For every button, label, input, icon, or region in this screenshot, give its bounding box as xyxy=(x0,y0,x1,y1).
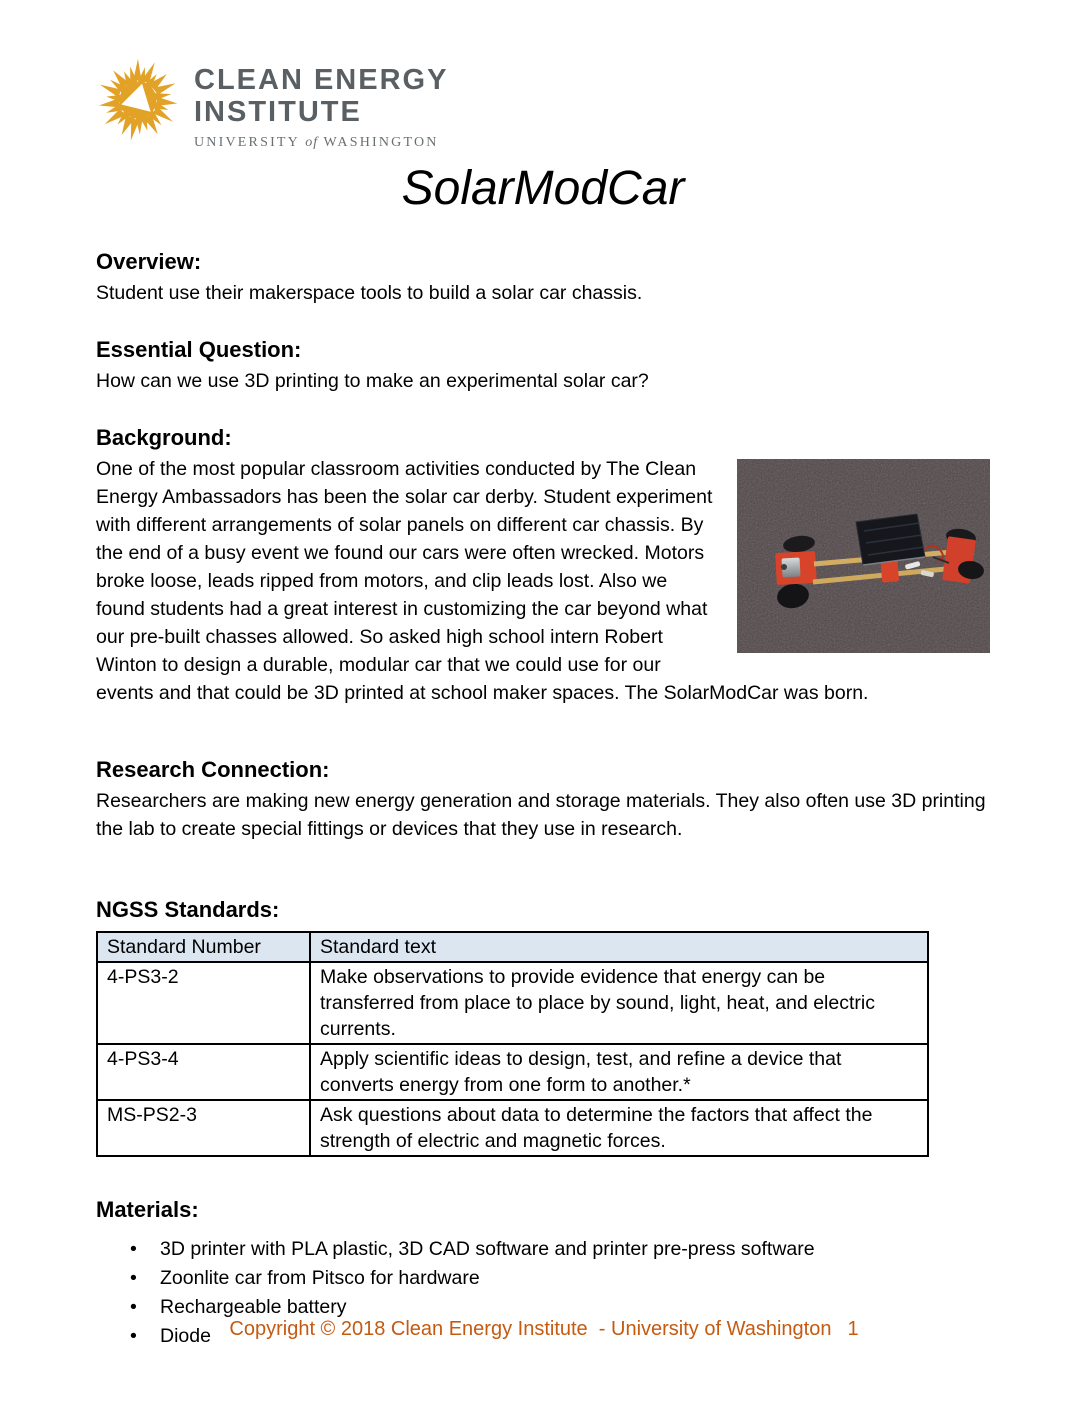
table-row xyxy=(97,962,928,1044)
logo-text xyxy=(194,58,448,151)
page-title: SolarModCar xyxy=(401,162,685,215)
footer xyxy=(0,1318,1088,1341)
logo xyxy=(96,58,990,151)
list-item: • Zoonlite car from Pitsco for hardware xyxy=(160,1264,990,1293)
list-item: • 3D printer with PLA plastic, 3D CAD software and printer pre-press software xyxy=(160,1235,990,1264)
column-header-standard-number: Standard Number xyxy=(97,932,310,962)
standard-text-cell: Ask questions about data to determine the factors that affect the strength of electric and magnetic forces. xyxy=(310,1100,928,1156)
essential-question-body: How can we use 3D printing to make an experimental solar car? xyxy=(96,370,649,392)
list-item: • Diode xyxy=(160,1322,990,1351)
logo-washington-word: WASHINGTON xyxy=(323,135,439,150)
sunburst-logo-icon xyxy=(96,58,180,142)
logo-of-word: of xyxy=(305,135,319,150)
list-item: • Rechargeable battery xyxy=(160,1293,990,1322)
copyright-text: Copyright © 2018 Clean Energy Institute - University of Washington xyxy=(229,1318,832,1340)
materials-heading: Materials: xyxy=(96,1197,199,1222)
logo-name-line2: INSTITUTE xyxy=(194,96,362,128)
background-body: One of the most popular classroom activities conducted by The Clean Energy Ambassadors has been the solar car derby. Student experiment with different arrangements of solar panels on different car chassis. By the end of a busy event we found our cars were often wrecked. Motors broke loose, leads ripped from motors, and clip leads lost. Also we found students had a great interest in customizing the car beyond what our pre-built chasses allowed. So asked high school intern Robert Winton to design a durable, modular car that we could use for our events and that could be 3D printed at school maker spaces. The SolarModCar was born. xyxy=(96,458,869,704)
research-connection-heading: Research Connection: xyxy=(96,757,330,782)
standard-text-cell: Make observations to provide evidence that energy can be transferred from place to place by sound, light, heat, and electric currents. xyxy=(310,962,928,1044)
standard-text-cell: Apply scientific ideas to design, test, and refine a device that converts energy from one form to another.* xyxy=(310,1044,928,1100)
research-connection-body: Researchers are making new energy generation and storage materials. They also often use 3D printing the lab to create special fittings or devices that they use in research. xyxy=(96,790,986,840)
table-header-row xyxy=(97,932,928,962)
logo-university-line xyxy=(194,135,448,151)
column-header-standard-text: Standard text xyxy=(310,932,928,962)
standard-number-cell: 4-PS3-4 xyxy=(97,1044,310,1100)
logo-name-line1: CLEAN ENERGY xyxy=(194,64,449,96)
ngss-standards-heading: NGSS Standards: xyxy=(96,897,280,922)
standard-number-cell: MS-PS2-3 xyxy=(97,1100,310,1156)
background-section xyxy=(96,455,990,707)
essential-question-heading: Essential Question: xyxy=(96,337,302,362)
logo-university-word: UNIVERSITY xyxy=(194,135,300,150)
solar-car-photo xyxy=(737,459,990,653)
background-heading: Background: xyxy=(96,425,232,450)
ngss-standards-table xyxy=(96,931,929,1157)
page-number: 1 xyxy=(847,1318,859,1340)
table-row xyxy=(97,1044,928,1100)
overview-body: Student use their makerspace tools to build a solar car chassis. xyxy=(96,282,643,304)
overview-heading: Overview: xyxy=(96,249,202,274)
table-row xyxy=(97,1100,928,1156)
standard-number-cell: 4-PS3-2 xyxy=(97,962,310,1044)
